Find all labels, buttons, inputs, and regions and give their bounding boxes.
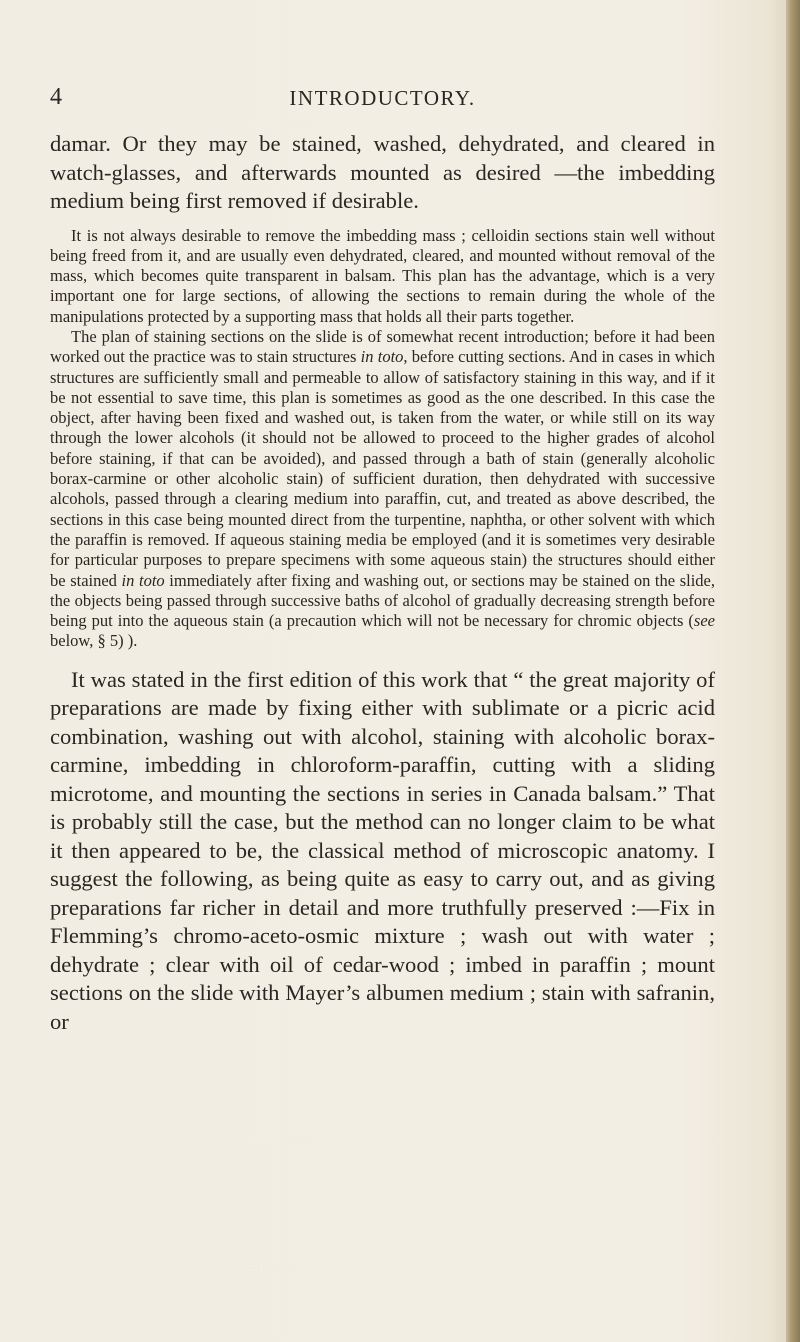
- italic-see: see: [693, 611, 715, 631]
- paragraph-intro: damar. Or they may be stained, washed, dehydrated, and cleared in watch-glasses, and afterwards mounted as desired —the imbedding medium being first removed if desirable.: [50, 131, 715, 213]
- page-number: 4: [50, 84, 62, 110]
- text-run: , before cutting sections. And in cases in which structures are sufficiently small and permeable to allow of satisfactory staining in this way, and if it be not essential to save time, this plan is sometimes as good as the one described. In this case the object, after having been fixed and washed out, is taken from the water, or while still on its way through the lower alcohols (it should not be allowed to proceed to the higher grades of alcohol before staining, if that can be avoided), and passed through a bath of stain (generally alcoholic borax-carmine or other alcoholic stain) of sufficient duration, then dehydrated with successive alcohols, passed through a clearing medium into paraffin, cut, and treated as above described, the sections in this case being mounted direct from the turpentine, naphtha, or other solvent with which the paraffin is removed. If aqueous staining media be employed (and it is sometimes very desirable for particular purposes to prepare specimens with some aqueous stain) the structures should either be stained: [50, 347, 715, 590]
- italic-in-toto: in toto: [121, 570, 165, 590]
- italic-in-toto: in toto: [360, 347, 404, 367]
- text-run: immediately after fixing and washing out, or sections may be stained on the slide, the objects being passed through successive baths of alcohol of gradually decreasing strength before being put into the aqueous stain (a precaution which will not be necessary for chromic objects (: [50, 570, 715, 631]
- book-spine-edge: [786, 0, 800, 1342]
- running-head: INTRODUCTORY.: [289, 86, 476, 110]
- page-header: [50, 84, 715, 114]
- paragraph-first-edition: It was stated in the first edition of this work that “ the great majority of preparations are made by fixing either with sublimate or a picric acid combination, washing out with alcohol, staining with alcoholic borax-carmine, imbedding in chloroform-paraffin, cutting with a sliding microtome, and mounting the sections in series in Canada balsam.” That is probably still the case, but the method can no longer claim to be what it then appeared to be, the classical method of microscopic anatomy. I suggest the following, as being quite as easy to carry out, and as giving preparations far richer in detail and more truthfully preserved :—Fix in Flemming’s chromo-aceto-osmic mixture ; wash out with water ; dehydrate ; clear with oil of cedar-wood ; imbed in paraffin ; mount sections on the slide with Mayer’s albumen medium ; stain with safranin, or: [50, 666, 715, 1034]
- text-run: The plan of staining sections on the slide is of somewhat recent introduction; before it had been worked out the practice was to stain structures: [50, 326, 715, 367]
- page-body: [50, 130, 715, 1036]
- paragraph-staining-on-slide: [50, 327, 715, 652]
- paragraph-celloidin: It is not always desirable to remove the imbedding mass ; celloidin sections stain well without being freed from it, and are usually even dehydrated, cleared, and mounted without removal of the mass, which becomes quite transparent in balsam. This plan has the advantage, which is a very important one for large sections, of allowing the sections to remain during the whole of the manipulations protected by a supporting mass that holds all their parts together.: [50, 225, 715, 326]
- text-run: below, § 5) ).: [50, 631, 138, 651]
